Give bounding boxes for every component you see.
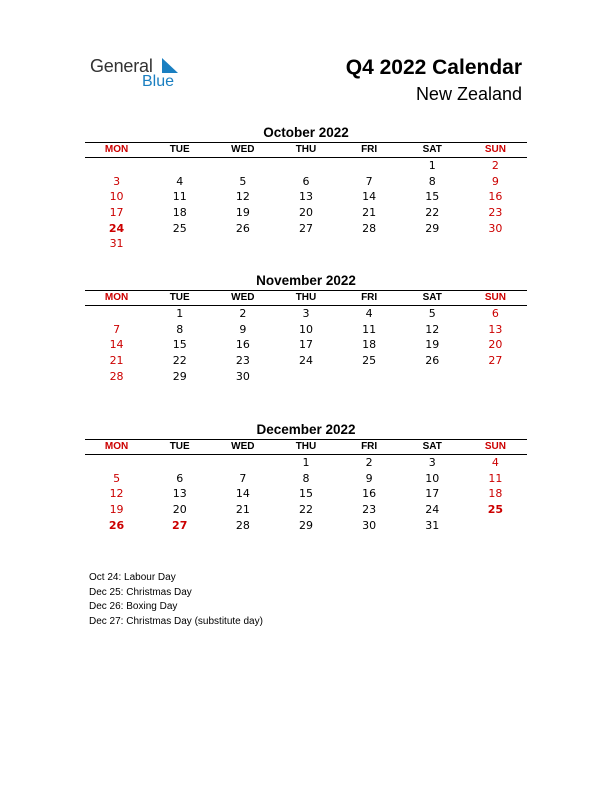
month-december — [85, 421, 527, 533]
day-cell: 26 — [425, 354, 440, 368]
day-cell: 30 — [362, 518, 377, 532]
week-row — [85, 221, 527, 237]
day-cell — [148, 455, 211, 471]
weekday-label: WED — [231, 144, 255, 155]
day-cell: 13 — [172, 487, 187, 501]
month-november — [85, 272, 527, 384]
day-cell: 12 — [235, 190, 250, 204]
day-cell: 26 — [108, 518, 125, 532]
logo-triangle-icon — [156, 58, 178, 74]
day-cell: 21 — [109, 354, 124, 368]
day-cell: 18 — [362, 338, 377, 352]
weekday-label: FRI — [361, 441, 378, 452]
day-cell: 17 — [109, 206, 124, 220]
month-title: November 2022 — [256, 273, 356, 288]
day-cell: 30 — [235, 369, 250, 383]
weekday-label: WED — [231, 292, 255, 303]
month-title: October 2022 — [263, 125, 349, 140]
week-row — [85, 455, 527, 471]
day-cell: 10 — [425, 471, 440, 485]
day-cell: 6 — [302, 174, 310, 188]
day-cell: 16 — [362, 487, 377, 501]
day-cell: 1 — [176, 307, 184, 320]
day-cell: 28 — [109, 369, 124, 383]
weekday-label: SUN — [484, 292, 506, 303]
day-cell: 25 — [362, 354, 377, 368]
day-cell — [85, 306, 148, 322]
day-cell: 8 — [302, 471, 310, 485]
holiday-note: Dec 26: Boxing Day — [89, 601, 178, 612]
week-row — [85, 189, 527, 205]
weekday-label: MON — [104, 292, 129, 303]
weekday-header — [85, 142, 527, 158]
day-cell: 20 — [298, 206, 313, 220]
weekday-label: TUE — [169, 441, 190, 452]
week-row — [85, 322, 527, 338]
day-cell: 19 — [235, 206, 250, 220]
day-cell — [464, 518, 527, 534]
day-cell: 26 — [235, 221, 250, 235]
day-cell: 9 — [491, 174, 499, 188]
day-cell — [464, 236, 527, 252]
day-cell: 24 — [298, 354, 313, 368]
weekday-label: THU — [295, 441, 317, 452]
day-cell: 3 — [302, 307, 310, 320]
day-cell: 5 — [239, 174, 247, 188]
day-cell: 25 — [172, 221, 187, 235]
week-row — [85, 502, 527, 518]
day-cell — [211, 455, 274, 471]
day-cell: 8 — [176, 322, 184, 336]
day-cell: 7 — [365, 174, 373, 188]
day-cell: 30 — [488, 221, 503, 235]
weekday-label: FRI — [361, 292, 378, 303]
week-row — [85, 518, 527, 534]
week-row — [85, 205, 527, 221]
day-cell: 24 — [425, 503, 440, 517]
week-row — [85, 471, 527, 487]
day-cell: 21 — [235, 503, 250, 517]
day-cell: 2 — [365, 456, 373, 469]
day-cell — [85, 158, 148, 174]
weekday-label: THU — [295, 144, 317, 155]
day-cell: 29 — [425, 221, 440, 235]
day-cell: 28 — [235, 518, 250, 532]
day-cell: 4 — [491, 456, 499, 469]
week-row — [85, 353, 527, 369]
day-cell: 19 — [109, 503, 124, 517]
week-row — [85, 236, 527, 252]
day-cell: 18 — [172, 206, 187, 220]
day-cell: 20 — [488, 338, 503, 352]
day-cell: 12 — [425, 322, 440, 336]
day-cell: 15 — [172, 338, 187, 352]
day-cell: 1 — [302, 456, 310, 469]
day-cell: 25 — [487, 503, 504, 517]
day-cell: 20 — [172, 503, 187, 517]
day-cell: 11 — [362, 322, 377, 336]
holiday-notes — [89, 571, 263, 629]
day-cell: 3 — [428, 456, 436, 469]
day-cell: 21 — [362, 206, 377, 220]
day-cell — [274, 158, 337, 174]
weekday-label: MON — [104, 441, 129, 452]
day-cell: 4 — [176, 174, 184, 188]
day-cell — [211, 236, 274, 252]
day-cell: 7 — [113, 322, 121, 336]
week-row — [85, 306, 527, 322]
day-cell: 9 — [365, 471, 373, 485]
page-title: Q4 2022 Calendar — [345, 56, 522, 79]
day-cell: 27 — [488, 354, 503, 368]
day-cell: 9 — [239, 322, 247, 336]
weekday-label: SUN — [484, 441, 506, 452]
day-cell: 15 — [425, 190, 440, 204]
logo-word-general: General — [90, 56, 153, 76]
generalblue-logo — [90, 56, 190, 96]
day-cell: 23 — [235, 354, 250, 368]
day-cell: 28 — [362, 221, 377, 235]
day-cell: 3 — [113, 174, 121, 188]
day-cell — [338, 236, 401, 252]
day-cell — [274, 369, 337, 385]
week-row — [85, 486, 527, 502]
week-row — [85, 369, 527, 385]
day-cell: 27 — [172, 518, 188, 532]
weekday-label: MON — [104, 144, 129, 155]
logo-word-blue: Blue — [142, 73, 175, 90]
day-cell: 17 — [425, 487, 440, 501]
day-cell: 29 — [172, 369, 187, 383]
day-cell: 18 — [488, 487, 503, 501]
day-cell: 14 — [109, 338, 124, 352]
week-row — [85, 158, 527, 174]
day-cell: 16 — [235, 338, 250, 352]
weekday-label: SUN — [484, 144, 506, 155]
day-cell: 13 — [298, 190, 313, 204]
day-cell: 31 — [425, 518, 440, 532]
day-cell: 5 — [428, 307, 436, 320]
day-cell: 6 — [176, 471, 184, 485]
day-cell: 6 — [491, 307, 499, 320]
weekday-header — [85, 439, 527, 455]
day-cell — [211, 158, 274, 174]
holiday-note: Dec 25: Christmas Day — [89, 586, 192, 598]
weekday-label: SAT — [422, 144, 442, 155]
day-cell: 22 — [172, 354, 187, 368]
day-cell: 19 — [425, 338, 440, 352]
day-cell: 10 — [109, 190, 124, 204]
day-cell: 31 — [109, 237, 124, 251]
day-cell — [401, 369, 464, 385]
day-cell: 23 — [362, 503, 377, 517]
day-cell: 13 — [488, 322, 503, 336]
week-row — [85, 174, 527, 190]
holiday-note: Oct 24: Labour Day — [89, 572, 176, 583]
page-subtitle: New Zealand — [415, 84, 522, 104]
weekday-label: SAT — [422, 292, 442, 303]
weekday-label: SAT — [422, 441, 442, 452]
day-cell — [274, 236, 337, 252]
day-cell: 4 — [365, 307, 373, 320]
day-cell — [148, 158, 211, 174]
day-cell — [401, 236, 464, 252]
weekday-label: THU — [295, 292, 317, 303]
day-cell — [464, 369, 527, 385]
weekday-label: FRI — [361, 144, 378, 155]
day-cell: 11 — [488, 471, 503, 485]
day-cell: 23 — [488, 206, 503, 220]
month-october — [85, 124, 527, 252]
day-cell: 1 — [428, 159, 436, 172]
day-cell: 22 — [425, 206, 440, 220]
day-cell: 8 — [428, 174, 436, 188]
day-cell: 27 — [298, 221, 313, 235]
day-cell: 16 — [488, 190, 503, 204]
week-row — [85, 337, 527, 353]
day-cell: 2 — [491, 159, 499, 172]
day-cell: 2 — [239, 307, 247, 320]
weekday-label: TUE — [169, 292, 190, 303]
day-cell: 14 — [362, 190, 377, 204]
day-cell: 24 — [108, 221, 125, 235]
weekday-label: WED — [231, 441, 255, 452]
day-cell: 7 — [239, 471, 247, 485]
day-cell: 10 — [298, 322, 313, 336]
day-cell: 29 — [298, 518, 313, 532]
month-title: December 2022 — [256, 422, 356, 437]
weekday-header — [85, 290, 527, 306]
weekday-label: TUE — [169, 144, 190, 155]
day-cell — [148, 236, 211, 252]
day-cell — [85, 455, 148, 471]
day-cell — [338, 369, 401, 385]
day-cell: 5 — [113, 471, 121, 485]
day-cell: 15 — [298, 487, 313, 501]
day-cell: 17 — [298, 338, 313, 352]
day-cell: 11 — [172, 190, 187, 204]
day-cell — [338, 158, 401, 174]
day-cell: 12 — [109, 487, 124, 501]
day-cell: 22 — [298, 503, 313, 517]
day-cell: 14 — [235, 487, 250, 501]
holiday-note: Dec 27: Christmas Day (substitute day) — [89, 615, 263, 627]
